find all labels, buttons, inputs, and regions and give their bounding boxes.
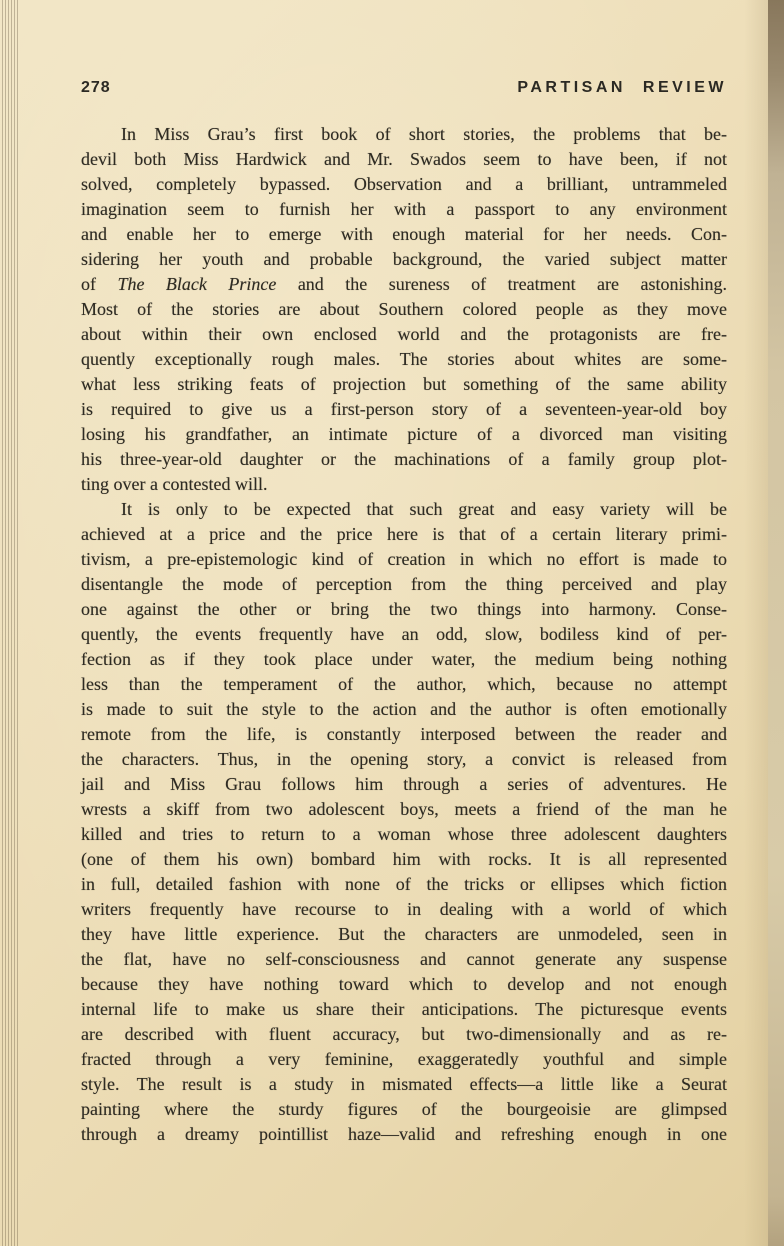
text-line: quently, the events frequently have an odd, slow, bodiless kind of per- (81, 624, 727, 644)
paragraph (81, 497, 727, 1147)
text-line: his three-year-old daughter or the machinations of a family group plot- (81, 449, 727, 469)
paragraph (81, 122, 727, 497)
text-line: fection as if they took place under water, the medium being nothing (81, 649, 727, 669)
text-line: losing his grandfather, an intimate picture of a divorced man visiting (81, 424, 727, 444)
text-line: style. The result is a study in mismated effects—a little like a Seurat (81, 1074, 727, 1094)
text-line: through a dreamy pointillist haze—valid and refreshing enough in one (81, 1124, 727, 1144)
text-line: In Miss Grau’s first book of short stories, the problems that be- (121, 124, 727, 144)
text-line: painting where the sturdy figures of the bourgeoisie are glimpsed (81, 1099, 727, 1119)
text-line: fracted through a very feminine, exaggeratedly youthful and simple (81, 1049, 727, 1069)
text-line: what less striking feats of projection but something of the same ability (81, 374, 727, 394)
text-line: remote from the life, is constantly interposed between the reader and (81, 724, 727, 744)
text-line: sidering her youth and probable background, the varied subject matter (81, 249, 727, 269)
text-line: disentangle the mode of perception from the thing perceived and play (81, 574, 727, 594)
text-line: in full, detailed fashion with none of the tricks or ellipses which fiction (81, 874, 727, 894)
text-line: the characters. Thus, in the opening story, a convict is released from (81, 749, 727, 769)
text-line: they have little experience. But the characters are unmodeled, seen in (81, 924, 727, 944)
text-line: It is only to be expected that such great and easy variety will be (121, 499, 727, 519)
text-line: jail and Miss Grau follows him through a series of adventures. He (81, 774, 727, 794)
text-line: one against the other or bring the two things into harmony. Conse- (81, 599, 727, 619)
text-line: ting over a contested will. (81, 474, 268, 494)
text-line: achieved at a price and the price here is that of a certain literary primi- (81, 524, 727, 544)
body-text (81, 122, 727, 1147)
book-binding-edge (0, 0, 23, 1246)
text-line: and enable her to emerge with enough material for her needs. Con- (81, 224, 727, 244)
text-line: wrests a skiff from two adolescent boys, meets a friend of the man he (81, 799, 727, 819)
text-line: killed and tries to return to a woman whose three adolescent daughters (81, 824, 727, 844)
text-line: because they have nothing toward which to develop and not enough (81, 974, 727, 994)
text-line: is required to give us a first-person story of a seventeen-year-old boy (81, 399, 727, 419)
journal-title: PARTISAN REVIEW (517, 79, 727, 96)
text-line: Most of the stories are about Southern colored people as they move (81, 299, 727, 319)
page-number: 278 (81, 79, 111, 96)
text-line: solved, completely bypassed. Observation and a brilliant, untrammeled (81, 174, 727, 194)
text-line: imagination seem to furnish her with a passport to any environment (81, 199, 727, 219)
text-line: internal life to make us share their anticipations. The picturesque events (81, 999, 727, 1019)
text-line: the flat, have no self-consciousness and cannot generate any suspense (81, 949, 727, 969)
book-title-italic: The Black Prince (117, 274, 277, 294)
text-line: tivism, a pre-epistemologic kind of creation in which no effort is made to (81, 549, 727, 569)
text-line: (one of them his own) bombard him with rocks. It is all represented (81, 849, 727, 869)
text-line: is made to suit the style to the action and the author is often emotionally (81, 699, 727, 719)
page-right-edge (768, 0, 784, 1246)
text-line: quently exceptionally rough males. The stories about whites are some- (81, 349, 727, 369)
text-line: are described with fluent accuracy, but two-dimensionally and as re- (81, 1024, 727, 1044)
text-line: about within their own enclosed world and the protagonists are fre- (81, 324, 727, 344)
running-head (81, 79, 727, 97)
text-line: less than the temperament of the author, which, because no attempt (81, 674, 727, 694)
text-line: of The Black Prince and the sureness of treatment are astonishing. (81, 274, 727, 294)
text-line: writers frequently have recourse to in dealing with a world of which (81, 899, 727, 919)
text-line: devil both Miss Hardwick and Mr. Swados seem to have been, if not (81, 149, 727, 169)
